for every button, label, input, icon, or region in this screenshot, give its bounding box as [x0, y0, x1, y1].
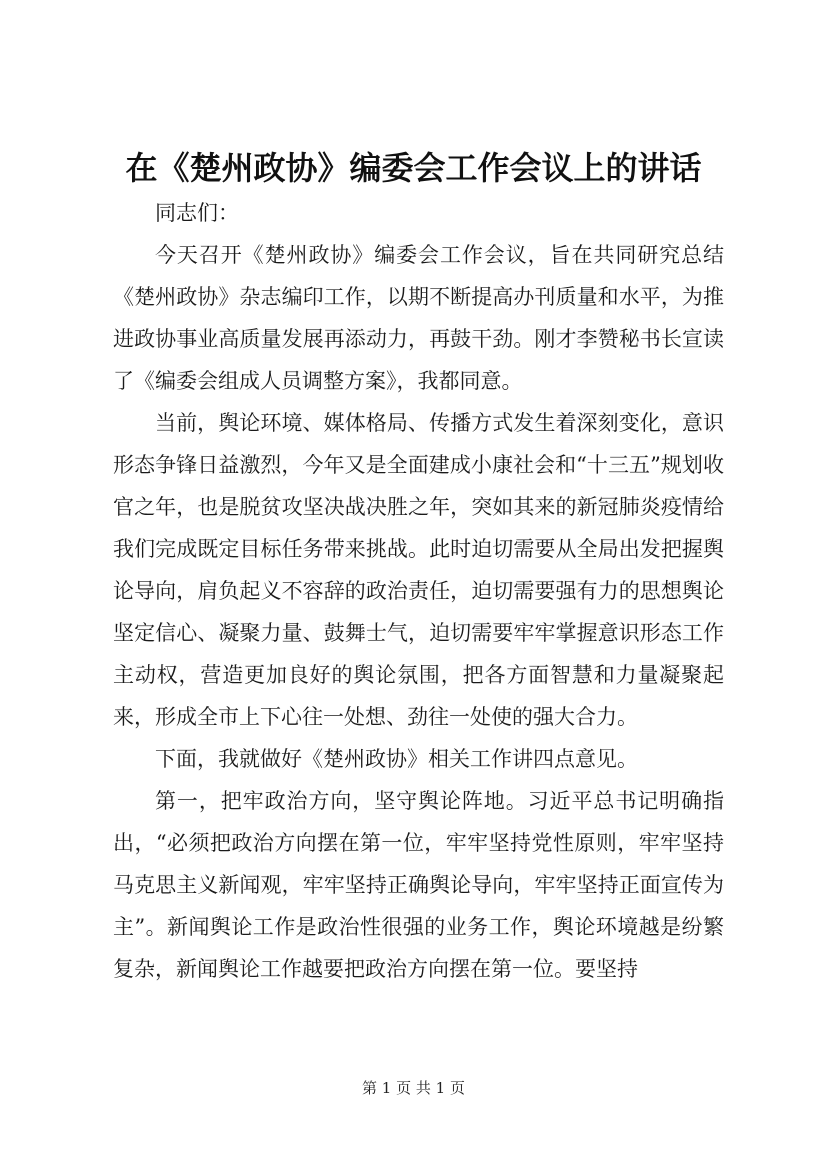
- paragraph-2: 当前，舆论环境、媒体格局、传播方式发生着深刻变化，意识形态争锋日益激烈，今年又是全面建成小康社会和“十三五”规划收官之年，也是脱贫攻坚决战决胜之年，突如其来的新冠肺炎疫情给我们完成既定目标任务带来挑战。此时迫切需要从全局出发把握舆论导向，肩负起义不容辞的政治责任，迫切需要强有力的思想舆论坚定信心、凝聚力量、鼓舞士气，迫切需要牢牢掌握意识形态工作主动权，营造更加良好的舆论氛围，把各方面智慧和力量凝聚起来，形成全市上下心往一处想、劲往一处使的强大合力。: [113, 411, 724, 729]
- paragraph-3: 下面，我就做好《楚州政协》相关工作讲四点意见。: [155, 747, 638, 771]
- document-title: 在《楚州政协》编委会工作会议上的讲话: [125, 149, 702, 187]
- document-body: [113, 192, 724, 990]
- paragraph-4: 第一，把牢政治方向，坚守舆论阵地。习近平总书记明确指出，“必须把政治方向摆在第一位，牢牢坚持党性原则，牢牢坚持马克思主义新闻观，牢牢坚持正确舆论导向，牢牢坚持正面宣传为主”。新闻舆论工作是政治性很强的业务工作，舆论环境越是纷繁复杂，新闻舆论工作越要把政治方向摆在第一位。要坚持: [113, 789, 724, 981]
- salutation: 同志们：: [155, 201, 239, 225]
- page-number-footer: 第 1 页 共 1 页: [362, 1079, 465, 1097]
- paragraph-1: 今天召开《楚州政协》编委会工作会议，旨在共同研究总结《楚州政协》杂志编印工作，以期不断提高办刊质量和水平，为推进政协事业高质量发展再添动力，再鼓干劲。刚才李赞秘书长宣读了《编委会组成人员调整方案》，我都同意。: [113, 243, 724, 393]
